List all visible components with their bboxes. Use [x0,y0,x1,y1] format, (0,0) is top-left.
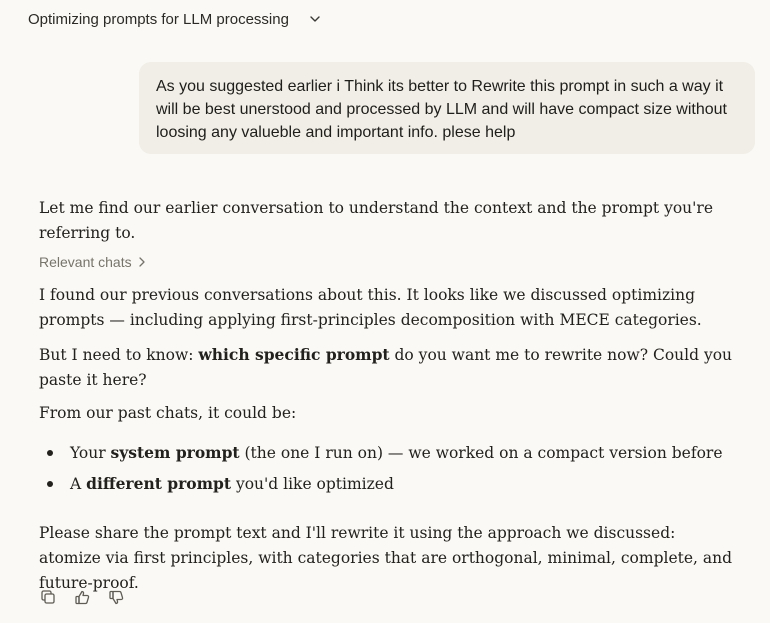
conversation-title-text: Optimizing prompts for LLM processing [28,10,289,28]
assistant-question-paragraph [39,342,749,393]
assistant-intro [39,196,739,246]
assistant-found-paragraph [39,283,749,333]
message-actions [38,587,126,607]
list-item [47,440,723,466]
closing-text: Please share the prompt text and I'll rewrite it using the approach we discussed: atomize via first principles, with categories that are orthogonal, minimal, complete, and future-proof. [39,524,733,592]
assistant-options-intro [39,401,749,426]
bullet-bold: system prompt [110,443,240,462]
bullet-dot [47,450,53,456]
assistant-intro-text: Let me find our earlier conversation to understand the context and the prompt you're referring to. [39,199,714,242]
thumbs-down-icon[interactable] [106,587,126,607]
bullet-dot [47,481,53,487]
bullet-post: you'd like optimized [231,475,394,493]
thumbs-up-icon[interactable] [72,587,92,607]
user-message-text: As you suggested earlier i Think its better to Rewrite this prompt in such a way it will be best unerstood and processed by LLM and will have compact size without loosing any valueble and important info. plese help [156,78,727,141]
chevron-right-icon [138,254,146,270]
list-item [47,471,394,497]
bullet-post: (the one I run on) — we worked on a compact version before [239,444,723,462]
question-post: do you want me to rewrite now? Could you paste it here? [39,346,733,389]
question-pre: But I need to know: [39,346,199,364]
assistant-closing-paragraph [39,521,739,596]
copy-icon[interactable] [38,587,58,607]
relevant-chats-link[interactable] [39,254,146,270]
bullet-pre: Your [70,444,111,462]
relevant-chats-label: Relevant chats [39,254,132,270]
bullet-bold: different prompt [86,474,232,493]
user-message-bubble [139,62,755,154]
question-bold: which specific prompt [198,345,390,364]
assistant-found-text: I found our previous conversations about this. It looks like we discussed optimizing prompts — including applying first-principles decomposition with MECE categories. [39,286,702,329]
bullet-pre: A [70,475,87,493]
chevron-down-icon[interactable] [309,13,321,25]
options-intro-text: From our past chats, it could be: [39,404,297,422]
conversation-title[interactable] [28,8,321,30]
